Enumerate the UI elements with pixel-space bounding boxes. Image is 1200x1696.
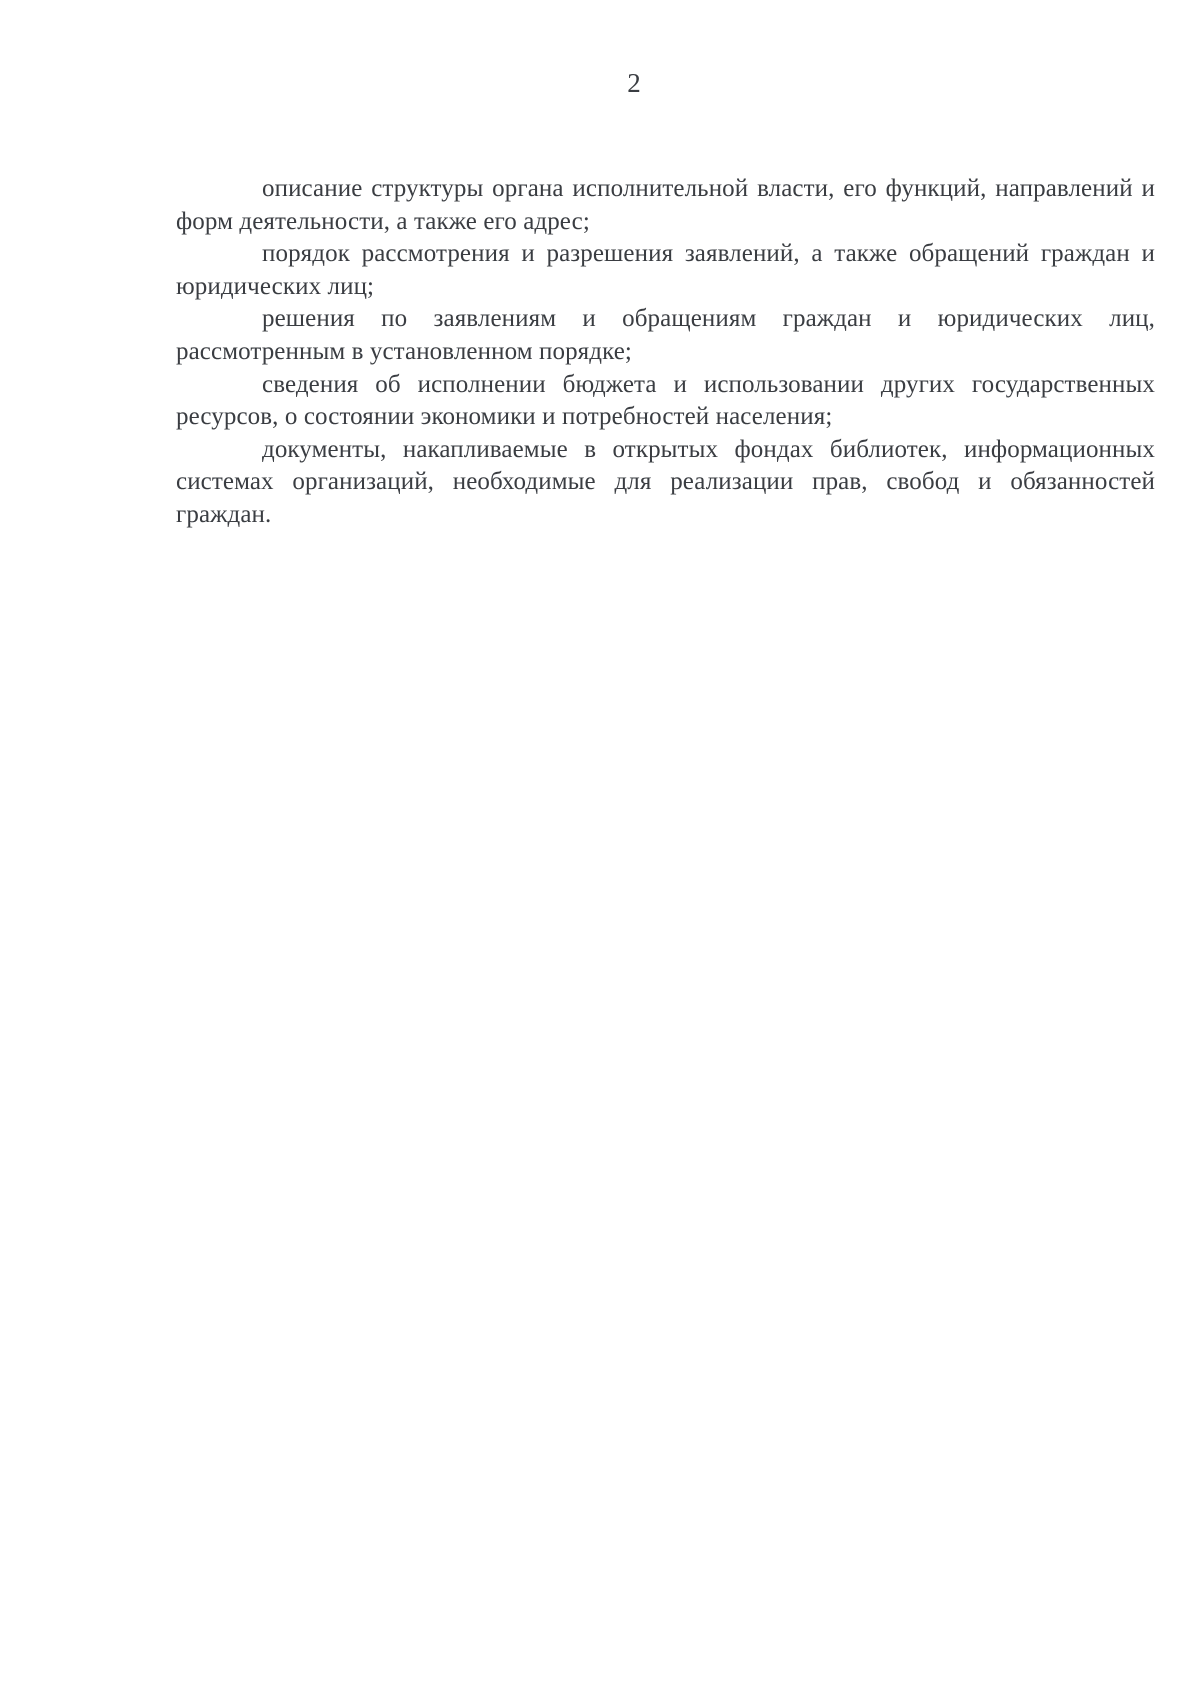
- page-number: 2: [627, 68, 641, 98]
- paragraph-budget-information: сведения об исполнении бюджета и использовании других государственных ресурсов, о состоянии экономики и потребностей населения;: [176, 370, 1155, 431]
- paragraph-decisions: решения по заявлениям и обращениям граждан и юридических лиц, рассмотренным в установленном порядке;: [176, 305, 1155, 365]
- document-body: [176, 173, 1155, 532]
- paragraph-library-documents: документы, накапливаемые в открытых фондах библиотек, информационных системах организаций, необходимые для реализации прав, свобод и обязанностей граждан.: [176, 435, 1155, 528]
- paragraph-structure-description: описание структуры органа исполнительной власти, его функций, направлений и форм деятельности, а также его адрес;: [176, 175, 1155, 235]
- paragraph-application-procedure: порядок рассмотрения и разрешения заявлений, а также обращений граждан и юридических лиц;: [176, 240, 1155, 300]
